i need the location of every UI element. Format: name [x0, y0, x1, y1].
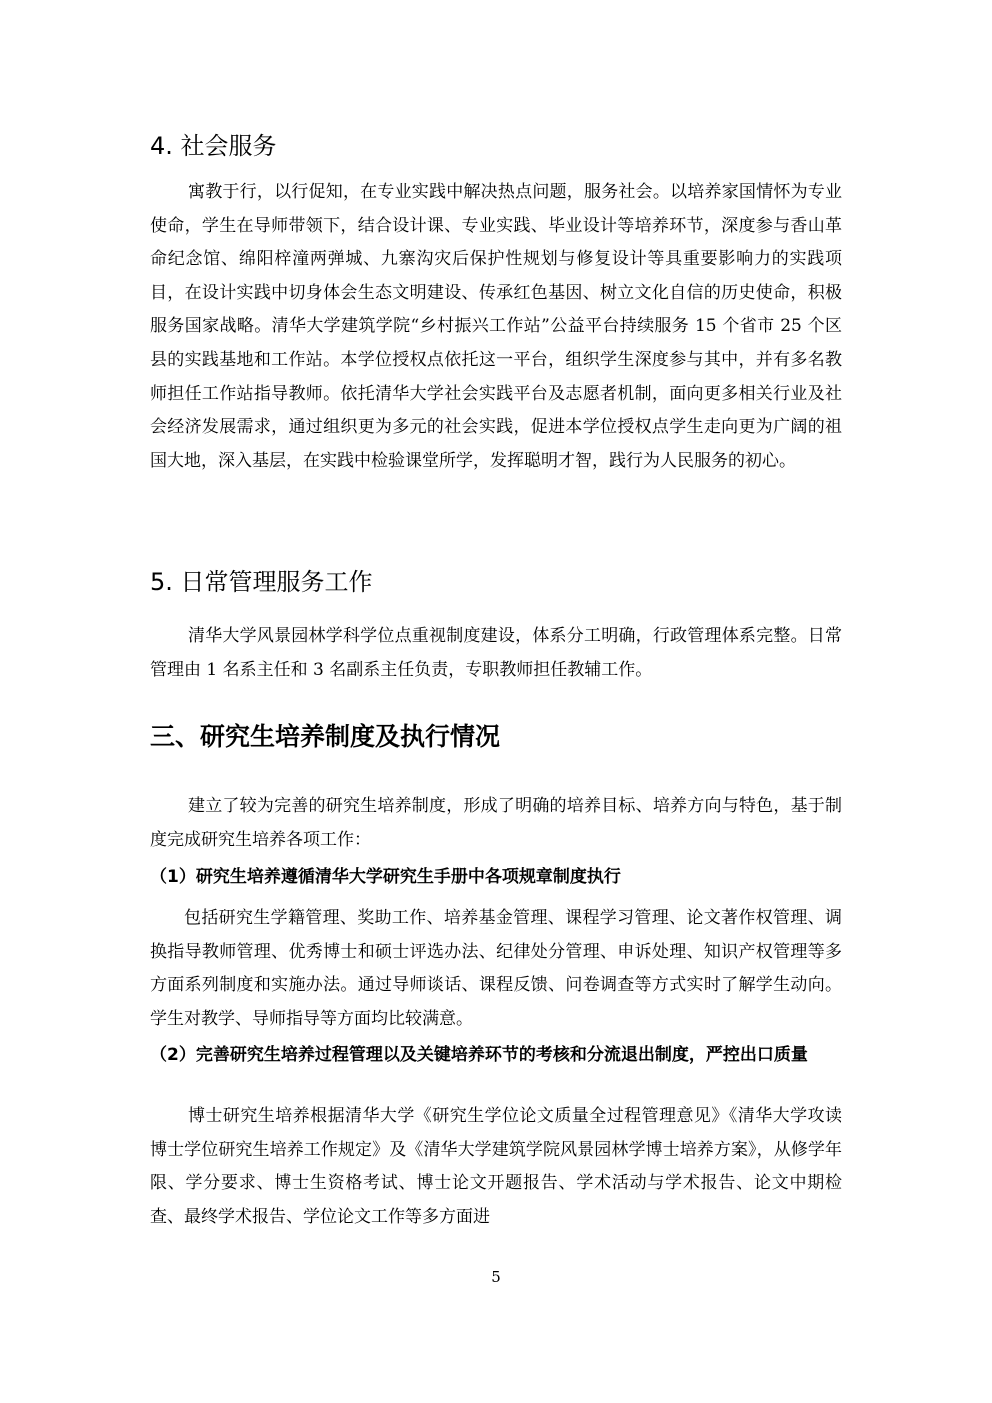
- section-5-paragraph: 清华大学风景园林学科学位点重视制度建设，体系分工明确，行政管理体系完整。日常管理由 1 名系主任和 3 名副系主任负责，专职教师担任教辅工作。: [150, 626, 842, 680]
- subsection-2-heading: （2）完善研究生培养过程管理以及关键培养环节的考核和分流退出制度，严控出口质量: [150, 1045, 808, 1065]
- subsection-2-paragraph: 博士研究生培养根据清华大学《研究生学位论文质量全过程管理意见》《清华大学攻读博士学位研究生培养工作规定》及《清华大学建筑学院风景园林学博士培养方案》，从修学年限、学分要求、博士生资格考试、博士论文开题报告、学术活动与学术报告、论文中期检查、最终学术报告、学位论文工作等多方面进: [150, 1106, 842, 1227]
- chapter-3-intro: 建立了较为完善的研究生培养制度，形成了明确的培养目标、培养方向与特色，基于制度完成研究生培养各项工作：: [150, 796, 842, 850]
- page-number: 5: [491, 1268, 501, 1286]
- subsection-1-heading: （1）研究生培养遵循清华大学研究生手册中各项规章制度执行: [150, 867, 621, 887]
- chapter-3-heading: 三、研究生培养制度及执行情况: [150, 722, 501, 751]
- section-4-paragraph: 寓教于行，以行促知，在专业实践中解决热点问题，服务社会。以培养家国情怀为专业使命，学生在导师带领下，结合设计课、专业实践、毕业设计等培养环节，深度参与香山革命纪念馆、绵阳梓潼两弹城、九寨沟灾后保护性规划与修复设计等具重要影响力的实践项目，在设计实践中切身体会生态文明建设、传承红色基因、树立文化自信的历史使命，积极服务国家战略。清华大学建筑学院“乡村振兴工作站”公益平台持续服务 15 个省市 25 个区县的实践基地和工作站。本学位授权点依托这一平台，组织学生深度参与其中，并有多名教师担任工作站指导教师。依托清华大学社会实践平台及志愿者机制，面向更多相关行业及社会经济发展需求，通过组织更为多元的社会实践，促进本学位授权点学生走向更为广阔的祖国大地，深入基层，在实践中检验课堂所学，发挥聪明才智，践行为人民服务的初心。: [150, 182, 842, 471]
- section-4-heading: 4. 社会服务: [150, 132, 277, 160]
- subsection-1-paragraph: 包括研究生学籍管理、奖助工作、培养基金管理、课程学习管理、论文著作权管理、调换指导教师管理、优秀博士和硕士评选办法、纪律处分管理、申诉处理、知识产权管理等多方面系列制度和实施办法。通过导师谈话、课程反馈、问卷调查等方式实时了解学生动向。学生对教学、导师指导等方面均比较满意。: [150, 908, 842, 1029]
- section-5-heading: 5. 日常管理服务工作: [150, 568, 373, 596]
